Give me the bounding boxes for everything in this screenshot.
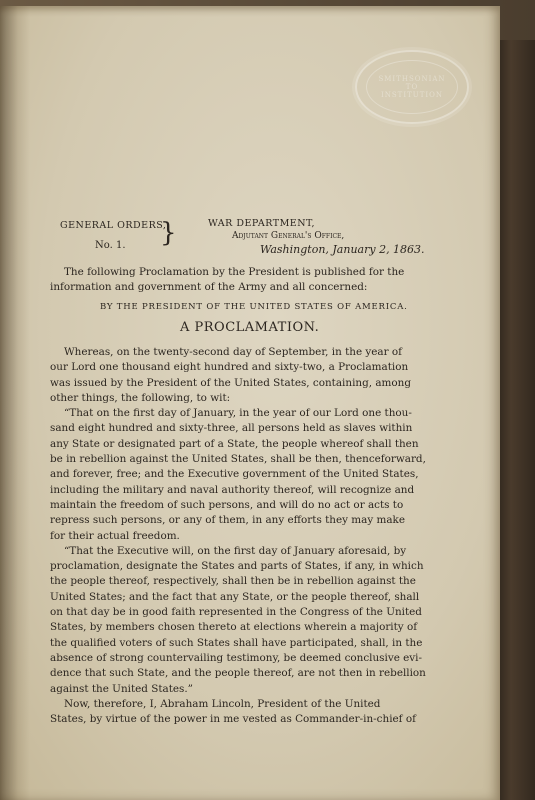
paragraph-line: Whereas, on the twenty-second day of September, in the year of <box>64 346 402 358</box>
paragraph-line: any State or designated part of a State, the people whereof shall then <box>50 437 419 450</box>
intro-line: information and government of the Army and all concerned: <box>50 281 368 294</box>
paragraph-line: was issued by the President of the United States, containing, among <box>50 376 411 389</box>
paragraph-line: absence of strong countervailing testimony, be deemed conclusive evi- <box>50 651 422 664</box>
paragraph-line: and forever, free; and the Executive government of the United States, <box>50 468 419 481</box>
paragraph-line: repress such persons, or any of them, in any efforts they may make <box>50 514 405 527</box>
paragraph-line: “That on the first day of January, in the year of our Lord one thou- <box>64 407 412 420</box>
paragraph-line: States, by members chosen thereto at elections wherein a majority of <box>50 621 418 634</box>
by-president-heading: BY THE PRESIDENT OF THE UNITED STATES OF AMERICA. <box>100 302 408 312</box>
paragraph-line: for their actual freedom. <box>50 529 180 542</box>
paragraph-line: sand eight hundred and sixty-three, all persons held as slaves within <box>50 422 413 435</box>
paragraph-line: Now, therefore, I, Abraham Lincoln, President of the United <box>64 697 381 710</box>
general-orders-label: GENERAL ORDERS, <box>60 220 167 231</box>
intro-line: The following Proclamation by the President is published for the <box>64 266 405 278</box>
order-number: No. 1. <box>95 240 126 251</box>
stamp-line-3: INSTITUTION <box>381 91 443 99</box>
paragraph-line: our Lord one thousand eight hundred and sixty-two, a Proclamation <box>50 361 409 374</box>
stamp-line-2: TO <box>405 83 419 91</box>
paragraph-line: dence that such State, and the people thereof, are not then in rebellion <box>50 667 426 680</box>
office-heading: Adjutant General's Office, <box>232 231 345 241</box>
paragraph-line: United States; and the fact that any State, or the people thereof, shall <box>50 590 420 603</box>
paragraph-line: the people thereof, respectively, shall then be in rebellion against the <box>50 575 416 588</box>
paragraph-line: “That the Executive will, on the first day of January aforesaid, by <box>64 544 407 557</box>
paragraph-whereas <box>50 346 432 728</box>
library-stamp-inner <box>366 60 458 114</box>
paragraph-line: on that day be in good faith represented in the Congress of the United <box>50 606 422 619</box>
brace-glyph: } <box>160 218 177 248</box>
place-date: Washington, January 2, 1863. <box>260 243 425 256</box>
library-stamp <box>355 50 469 124</box>
page-gutter-shadow <box>0 6 30 800</box>
paragraph-line: States, by virtue of the power in me vested as Commander-in-chief of <box>50 713 416 726</box>
paragraph-line: proclamation, designate the States and parts of States, if any, in which <box>50 560 424 573</box>
paragraph-line: maintain the freedom of such persons, and will do no act or acts to <box>50 498 404 511</box>
proclamation-title: A PROCLAMATION. <box>180 320 320 335</box>
paragraph-line: other things, the following, to wit: <box>50 391 231 404</box>
body-text <box>50 266 432 297</box>
stamp-line-1: SMITHSONIAN <box>378 75 446 83</box>
paragraph-line: against the United States.” <box>50 682 193 695</box>
paragraph-line: be in rebellion against the United States, shall be then, thenceforward, <box>50 453 426 466</box>
department-heading: WAR DEPARTMENT, <box>208 218 316 229</box>
paragraph-line: the qualified voters of such States shall have participated, shall, in the <box>50 636 423 649</box>
book-edge <box>495 40 535 800</box>
paragraph-line: including the military and naval authority thereof, will recognize and <box>50 483 415 496</box>
